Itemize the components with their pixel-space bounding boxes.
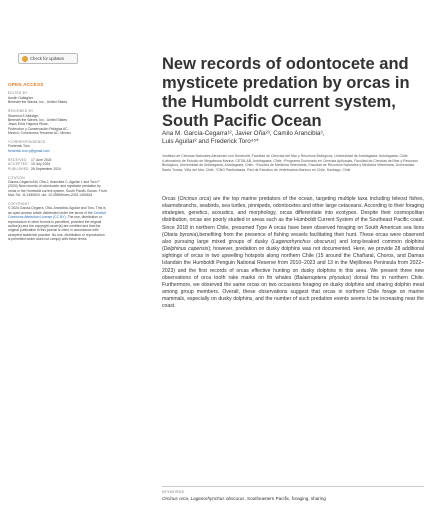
authors-line: Ana M. García-Cegarra¹², Javier Oña²³, Camilo Arancibia³, bbox=[162, 130, 325, 137]
citation-block bbox=[8, 176, 108, 198]
copyright-text-start: © 2024 García-Cegarra, Oña, Arancibia, Aguilar and Toro. This is an open-access article distributed under the terms of the bbox=[8, 206, 106, 215]
reviewer-line: Shannon E Aldridge, bbox=[8, 113, 39, 118]
editor-line: Beneath the Waves, Inc., United States bbox=[8, 100, 68, 105]
keywords-rest: , Southeastern Pacific, foraging, sharing bbox=[244, 496, 326, 501]
abstract-text: ); however, predation on dusky dolphins was not documented. Here, we provide 28 additional sightings of orcas in two upwelling hotspots along northern Chile (15 around the Chañaral, Choros, and Damas Islandsin the Humboldt Penguin National Reserve from 2010–2023 and 13 in the Mejillones Peninsula from 2022–2023) and the first records of orcas effective hunting on dusky dolphins in this area. We present three new observations of orca tooth rake marks on fin whales ( bbox=[162, 246, 424, 281]
edited-by-block bbox=[8, 91, 108, 104]
abstract-text: Orcas ( bbox=[162, 196, 180, 202]
copyright-text-end: . The use, distribution or reproduction in other forums is permitted, provided the original author(s) and the copyright owner(s) are credited and that the original publication in this journal is cited, in accordance with accepted academic practice. No use, distribution or reproduction is permitted which does not comply with these terms. bbox=[8, 215, 105, 242]
correspondence-heading: *CORRESPONDENCE bbox=[8, 140, 46, 145]
article-title: New records of odontocete and mysticete predation by orcas in the Humboldt current system, South Pacific Ocean bbox=[162, 55, 410, 130]
keywords-divider bbox=[162, 486, 424, 487]
accepted-label: ACCEPTED bbox=[8, 162, 28, 167]
correspondence-email-link[interactable]: frederick.toro.p@gmail.com bbox=[8, 148, 50, 153]
copyright-block bbox=[8, 202, 108, 242]
abstract-text: ) and long-beaked common dolphins ( bbox=[162, 238, 425, 253]
correspondence-block bbox=[8, 140, 108, 153]
published-label: PUBLISHED bbox=[8, 166, 29, 171]
species-name: Otaria byronia bbox=[163, 231, 197, 238]
reviewer-line: Mexico; Conexiones Terramar AC, Mexico bbox=[8, 131, 72, 136]
article-info-sidebar bbox=[8, 83, 108, 246]
author-list bbox=[162, 130, 424, 147]
reviewer-line: Beneath the Waves, Inc., United States bbox=[8, 117, 68, 122]
published-date: 26 September 2024 bbox=[31, 166, 61, 171]
reviewer-line: Protección y Conservación Pelágica AC, bbox=[8, 126, 69, 131]
citation-heading: CITATION bbox=[8, 175, 25, 180]
check-updates-icon bbox=[22, 56, 28, 62]
check-for-updates-button[interactable] bbox=[18, 53, 78, 64]
edited-by-heading: EDITED BY bbox=[8, 91, 28, 96]
editor-line: Austin Gallagher, bbox=[8, 95, 34, 100]
check-updates-label: Check for updates bbox=[30, 56, 64, 61]
open-access-label: OPEN ACCESS bbox=[8, 82, 44, 87]
affiliations: ¹Instituto de Ciencias Naturales Alexander von Humboldt, Facultad de Ciencias del Mar y Recursos Biológicos, Universidad de Antofagasta, Antofagasta, Chile, ²Laboratorio de Estudio de Megafauna Marina, CETALAB, Antofagasta, Chile, ³Programa Doctorado en Ciencias Aplicadas, Facultad de Ciencias del Mar y Recursos Biológicos, Universidad de Antofagasta, Antofagasta, Chile, ⁴Escuela de Medicina Veterinaria, Facultad de Recursos Naturales y Medicina Veterinaria, Universidad Santo Tomás, Viña del Mar, Chile, ⁵ONG Panthalassa, Red de Estudios de Vertebrados Marinos en Chile, Santiago, Chile bbox=[162, 154, 418, 172]
dates-block bbox=[8, 158, 108, 171]
keywords-italic: Orcinus orca, Lagenorhynchus obscurus bbox=[162, 496, 245, 501]
correspondence-name: Frederick Toro bbox=[8, 144, 30, 149]
abstract-text: ) dorsal fins in northern Chile. Furthermore, we observed the same orcas on two occasions foraging on dusky dolphins and sharing dolphin meat among group members. Overall, these observations suggest that orcas in northern Chile forage on marine mammals, especially on dusky dolphins, and the number of such predation events seems to be increasing near the coast. bbox=[162, 274, 424, 310]
abstract bbox=[162, 196, 424, 311]
authors-line: Luis Aguilar² and Frederick Toro⁴⁵* bbox=[162, 138, 259, 146]
abstract-text: ),benefiting from the presence of fishing vessels facilitating their hunt. These orcas were observed also pursuing large mixed groups of dusky ( bbox=[162, 231, 424, 245]
species-name: Balaenoptera physalus bbox=[295, 274, 350, 281]
keywords-list bbox=[162, 496, 424, 502]
species-name: Lagenorhynchus obscurus bbox=[272, 238, 335, 245]
received-date: 17 June 2024 bbox=[31, 157, 52, 162]
received-label: RECEIVED bbox=[8, 157, 27, 162]
reviewed-by-block bbox=[8, 109, 108, 135]
copyright-heading: COPYRIGHT bbox=[8, 202, 30, 207]
reviewed-by-heading: REVIEWED BY bbox=[8, 109, 34, 114]
accepted-date: 19 July 2024 bbox=[31, 162, 51, 167]
license-link[interactable]: Creative Commons Attribution License (CC BY) bbox=[8, 210, 107, 220]
reviewer-line: Jesus Erick Higuera Rivas, bbox=[8, 122, 49, 127]
abstract-text: ) are the top marine predators of the ocean, targeting multiple taxa including teleost fishes, elasmobranchs, seabirds, sea turtles, pinnipeds, odontocetes and other large cetaceans. According to their foraging strategies, genetics, acoustics, and morphology, orcas differentiate into ecotypes. Despite their cosmopolitan distribution, orcas are poorly studied in areas such as the Humboldt Current System of the Southeast Pacific coast. Since 2018 in northern Chile, presumed Type A orcas have been observed foraging on South American sea lions ( bbox=[162, 196, 424, 238]
species-name: Orcinus orca bbox=[179, 196, 210, 202]
keywords-heading: KEYWORDS bbox=[162, 490, 185, 494]
citation-text: García-Cegarra AM, Oña J, Arancibia C, Aguilar L and Toro F (2024) New records of odontocete and mysticete predation by orcas in the Humboldt current system, South Pacific Ocean. Front. Mar. Sci. 11:1450624. doi: 10.3389/fmars.2024.1450624 bbox=[8, 179, 108, 198]
published-row bbox=[8, 167, 108, 171]
species-name: Delphinus capensis bbox=[163, 246, 209, 253]
